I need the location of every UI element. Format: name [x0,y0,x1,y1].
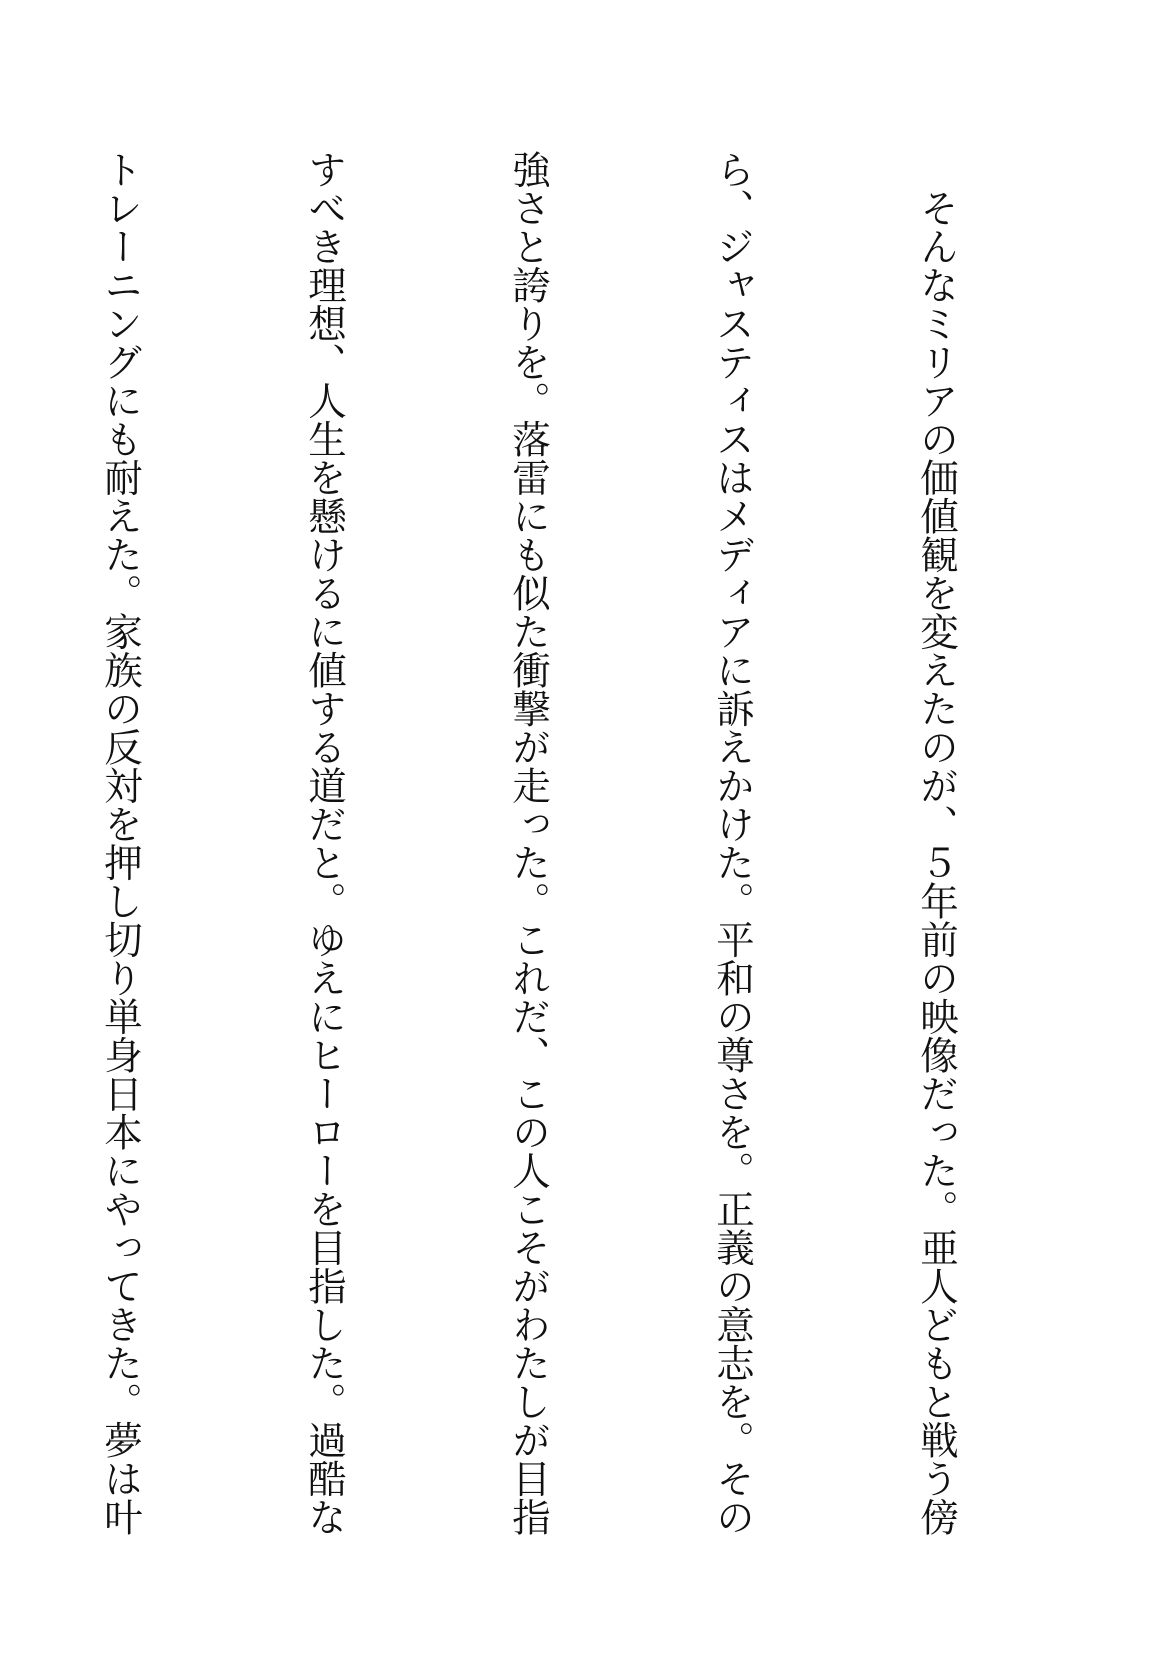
vertical-text-block [0,150,1106,1570]
text-line-3: 強さと誇りを。落雷にも似た衝撃が走った。これだ、この人こそがわたしが目指 [506,150,551,1536]
text-line-1: そんなミリアの価値観を変えたのが、５年前の映像だった。亜人どもと戦う傍 [914,150,959,1536]
text-line-2: ら、ジャスティスはメディアに訴えかけた。平和の尊さを。正義の意志を。その [710,150,755,1536]
text-line-4: すべき理想、人生を懸けるに値する道だと。ゆえにヒーローを目指した。過酷な [302,150,347,1536]
text-line-5: トレーニングにも耐えた。家族の反対を押し切り単身日本にやってきた。夢は叶 [98,150,143,1536]
